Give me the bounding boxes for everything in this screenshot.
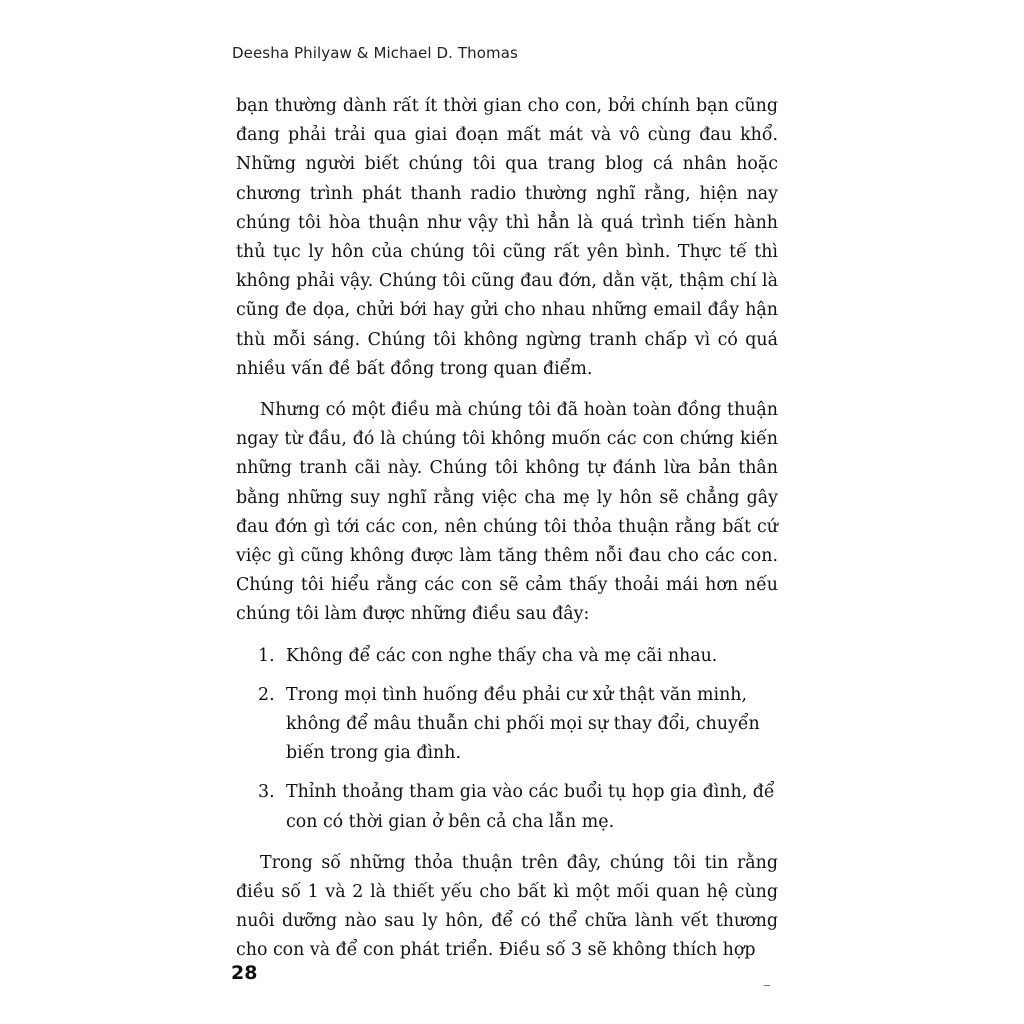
list-item-text: Trong mọi tình huống đều phải cư xử thật văn minh, không để mâu thuẫn chi phối mọi sự thay đổi, chuyển biến trong gia đình. [286,684,760,764]
list-item-number: 3. [258,782,275,803]
list-item-number: 2. [258,684,275,705]
list-item-text: Thỉnh thoảng tham gia vào các buổi tụ họp gia đình, để con có thời gian ở bên cả cha lẫn mẹ. [286,782,775,832]
list-item [236,681,778,769]
numbered-list [236,642,778,837]
list-item [236,642,778,671]
paragraph-3: Trong số những thỏa thuận trên đây, chúng tôi tin rằng điều số 1 và 2 là thiết yếu cho bất kì một mối quan hệ cùng nuôi dưỡng nào sau ly hôn, để có thể chữa lành vết thương cho con và để con phát triển. Điều số 3 sẽ không thích hợp [236,852,778,961]
list-item-number: 1. [258,645,275,666]
page-body [236,92,778,966]
paragraph-2: Nhưng có một điều mà chúng tôi đã hoàn toàn đồng thuận ngay từ đầu, đó là chúng tôi không muốn các con chứng kiến những tranh cãi này. Chúng tôi không tự đánh lừa bản thân bằng những suy nghĩ rằng việc cha mẹ ly hôn sẽ chẳng gây đau đớn gì tới các con, nên chúng tôi thỏa thuận rằng bất cứ việc gì cũng không được làm tăng thêm nỗi đau cho các con. Chúng tôi hiểu rằng các con sẽ cảm thấy thoải mái hơn nếu chúng tôi làm được những điều sau đây: [236,400,778,625]
print-speck [764,985,770,986]
paragraph-1: bạn thường dành rất ít thời gian cho con, bởi chính bạn cũng đang phải trải qua giai đoạn mất mát và vô cùng đau khổ. Những người biết chúng tôi qua trang blog cá nhân hoặc chương trình phát thanh radio thường nghĩ rằng, hiện nay chúng tôi hòa thuận như vậy thì hẳn là quá trình tiến hành thủ tục ly hôn của chúng tôi cũng rất yên bình. Thực tế thì không phải vậy. Chúng tôi cũng đau đớn, dằn vặt, thậm chí là cũng đe dọa, chửi bới hay gửi cho nhau những email đầy hận thù mỗi sáng. Chúng tôi không ngừng tranh chấp vì có quá nhiều vấn đề bất đồng trong quan điểm. [236,96,778,379]
running-head: Deesha Philyaw & Michael D. Thomas [232,44,518,62]
page-number: 28 [231,962,258,984]
list-item-text: Không để các con nghe thấy cha và mẹ cãi nhau. [286,645,718,666]
list-item [236,778,778,836]
